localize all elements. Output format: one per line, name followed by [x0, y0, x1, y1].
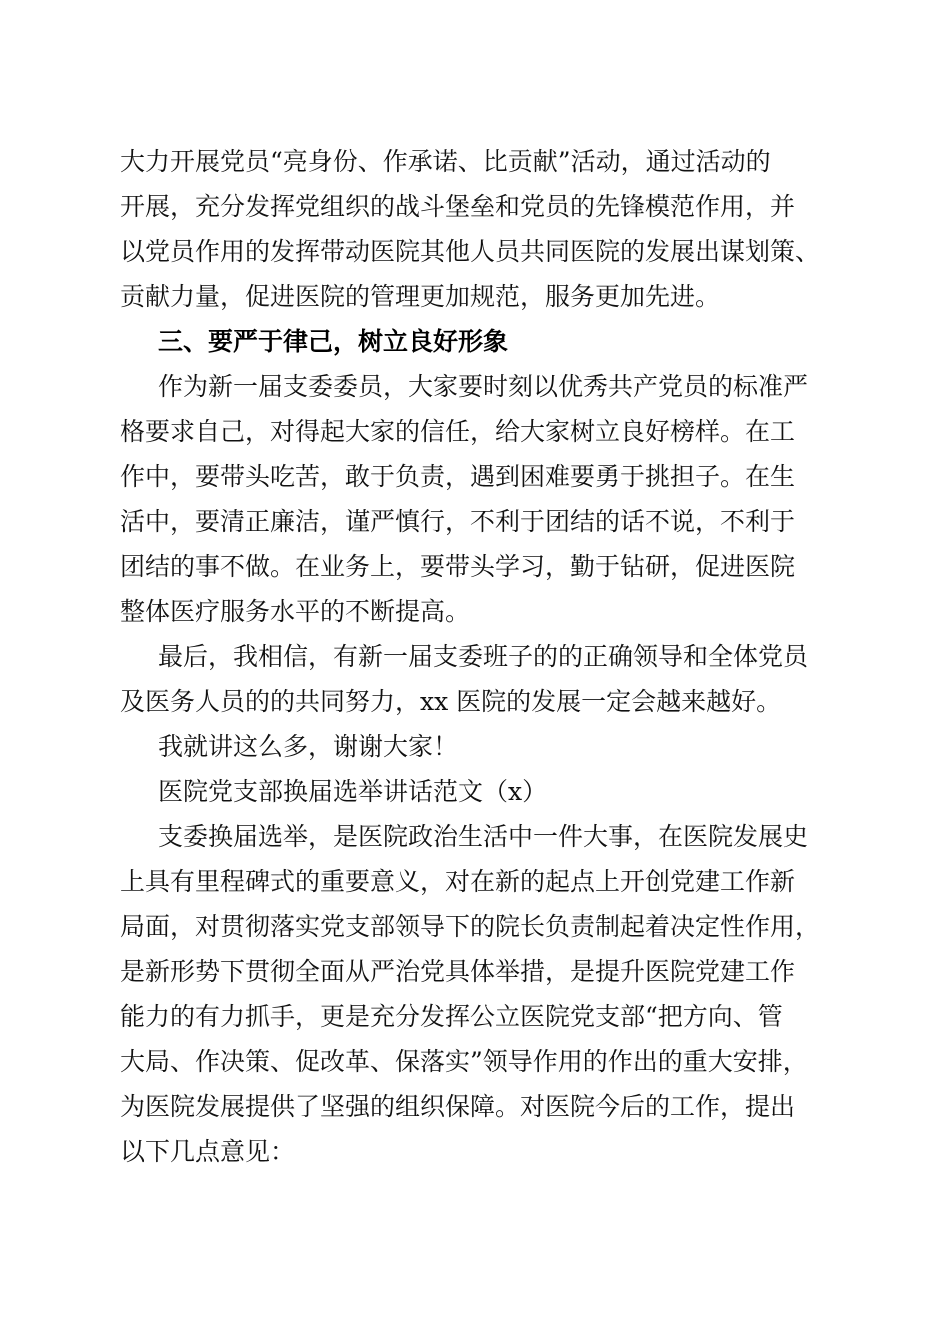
text-line — [0, 140, 950, 184]
text-line — [0, 545, 950, 589]
section-heading — [0, 320, 950, 364]
text-line — [0, 500, 950, 544]
line-text: 作为新一届支委委员，大家要时刻以优秀共产党员的标准严 — [158, 372, 809, 401]
text-line — [0, 455, 950, 499]
line-text: 大力开展党员“亮身份、作承诺、比贡献”活动，通过活动的 — [120, 147, 771, 176]
text-line — [0, 950, 950, 994]
line-text: 开展，充分发挥党组织的战斗堡垒和党员的先锋模范作用，并 — [120, 192, 796, 221]
text-line — [0, 365, 950, 409]
text-line — [0, 770, 950, 814]
text-line — [0, 1085, 950, 1129]
text-line — [0, 185, 950, 229]
line-text: 上具有里程碑式的重要意义，对在新的起点上开创党建工作新 — [120, 867, 796, 896]
line-text: 格要求自己，对得起大家的信任，给大家树立良好榜样。在工 — [120, 417, 796, 446]
line-text: 活中，要清正廉洁，谨严慎行，不利于团结的话不说，不利于 — [120, 507, 796, 536]
line-text: 我就讲这么多，谢谢大家！ — [158, 732, 459, 761]
text-line — [0, 635, 950, 679]
text-line — [0, 725, 950, 769]
text-line — [0, 590, 950, 634]
line-text: 能力的有力抓手，更是充分发挥公立医院党支部“把方向、管 — [120, 1002, 783, 1031]
line-text: 以党员作用的发挥带动医院其他人员共同医院的发展出谋划策、 — [120, 237, 821, 266]
text-line — [0, 680, 950, 724]
line-text: 团结的事不做。在业务上，要带头学习，勤于钻研，促进医院 — [120, 552, 796, 581]
text-line — [0, 275, 950, 319]
text-line — [0, 905, 950, 949]
text-line — [0, 230, 950, 274]
line-text: 以下几点意见： — [120, 1137, 296, 1166]
section-heading-text: 三、要严于律己，树立良好形象 — [158, 327, 509, 356]
line-text: 是新形势下贯彻全面从严治党具体举措，是提升医院党建工作 — [120, 957, 796, 986]
text-line — [0, 995, 950, 1039]
line-text: 最后，我相信，有新一届支委班子的的正确领导和全体党员 — [158, 642, 809, 671]
line-text: 医院党支部换届选举讲话范文（x） — [158, 777, 548, 806]
line-text: 局面，对贯彻落实党支部领导下的院长负责制起着决定性作用， — [120, 912, 821, 941]
text-line — [0, 1130, 950, 1174]
text-line — [0, 815, 950, 859]
line-text: 支委换届选举，是医院政治生活中一件大事，在医院发展史 — [158, 822, 809, 851]
text-line — [0, 1040, 950, 1084]
text-line — [0, 860, 950, 904]
line-text: 及医务人员的的共同努力，xx 医院的发展一定会越来越好。 — [120, 687, 782, 716]
line-text: 作中，要带头吃苦，敢于负责，遇到困难要勇于挑担子。在生 — [120, 462, 796, 491]
line-text: 整体医疗服务水平的不断提高。 — [120, 597, 471, 626]
text-line — [0, 410, 950, 454]
line-text: 贡献力量，促进医院的管理更加规范，服务更加先进。 — [120, 282, 721, 311]
line-text: 为医院发展提供了坚强的组织保障。对医院今后的工作，提出 — [120, 1092, 796, 1121]
line-text: 大局、作决策、促改革、保落实”领导作用的作出的重大安排， — [120, 1047, 808, 1076]
